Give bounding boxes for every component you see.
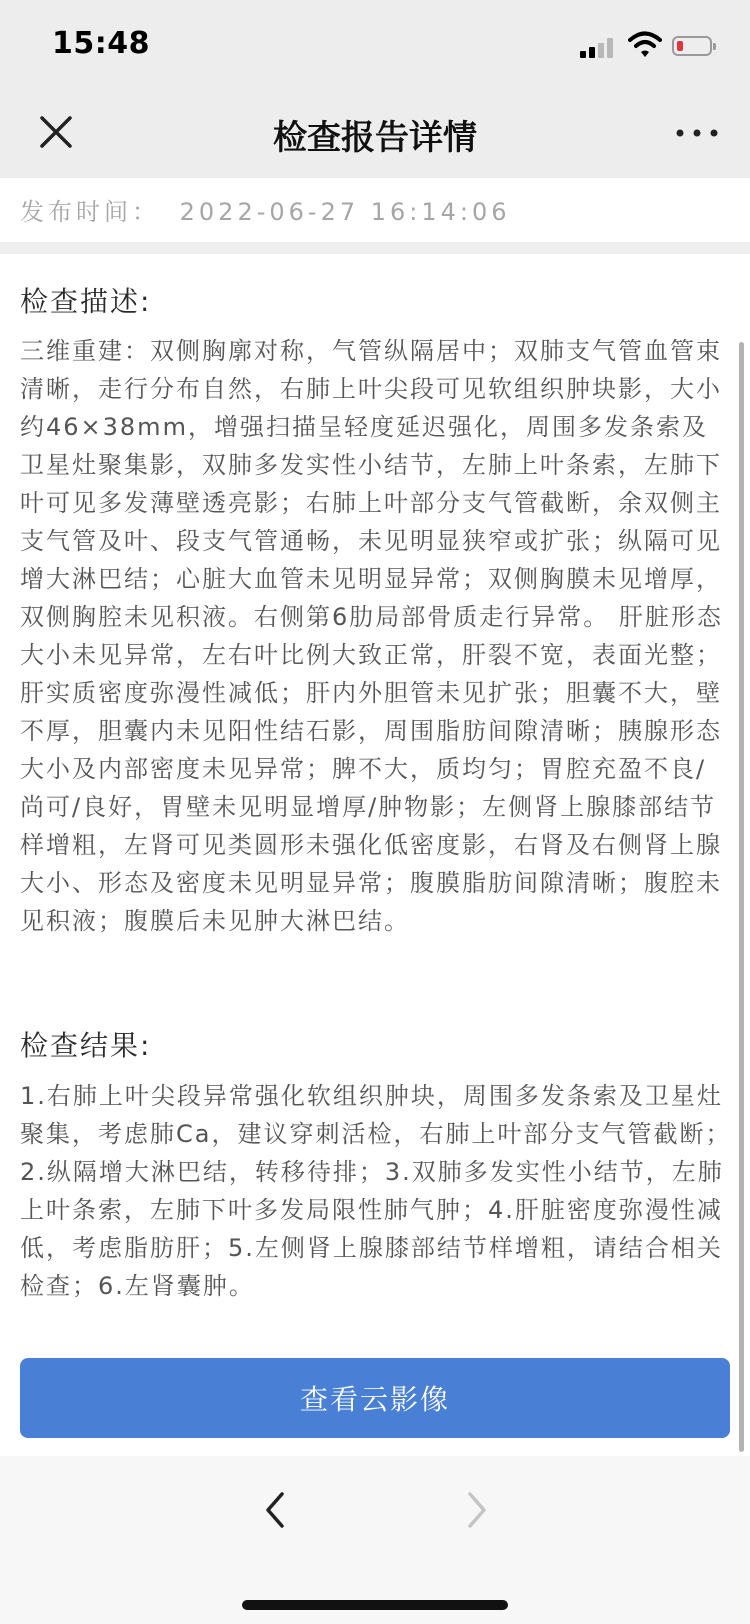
status-bar bbox=[0, 0, 750, 96]
description-text: 三维重建：双侧胸廓对称，气管纵隔居中；双肺支气管血管束清晰，走行分布自然，右肺上叶尖段可见软组织肿块影，大小约46×38mm，增强扫描呈轻度延迟强化，周围多发条索及卫星灶聚集影，双肺多发实性小结节，左肺上叶条索，左肺下叶可见多发薄壁透亮影；右肺上叶部分支气管截断，余双侧主支气管及叶、段支气管通畅，未见明显狭窄或扩张；纵隔可见增大淋巴结；心脏大血管未见明显异常；双侧胸膜未见增厚，双侧胸腔未见积液。右侧第6肋局部骨质走行异常。 肝脏形态大小未见异常，左右叶比例大致正常，肝裂不宽，表面光整；肝实质密度弥漫性减低；肝内外胆管未见扩张；胆囊不大，壁不厚，胆囊内未见阳性结石影，周围脂肪间隙清晰；胰腺形态大小及内部密度未见异常；脾不大，质均匀；胃腔充盈不良/尚可/良好，胃壁未见明显增厚/肿物影；左侧肾上腺膝部结节样增粗，左肾可见类圆形未强化低密度影，右肾及右侧肾上腺大小、形态及密度未见明显异常；腹膜脂肪间隙清晰；腹腔未见积液；腹膜后未见肿大淋巴结。 bbox=[20, 337, 723, 935]
chevron-right-icon[interactable] bbox=[458, 1488, 494, 1532]
home-indicator bbox=[242, 1600, 508, 1610]
wifi-icon bbox=[628, 30, 662, 60]
status-icons bbox=[580, 30, 720, 64]
result-heading: 检查结果: bbox=[20, 1029, 152, 1062]
view-cloud-image-button[interactable]: 查看云影像 bbox=[20, 1358, 730, 1438]
battery-icon bbox=[672, 36, 712, 56]
page-title: 检查报告详情 bbox=[273, 118, 477, 158]
status-time: 15:48 bbox=[52, 26, 150, 61]
browser-bottom-bar bbox=[0, 1456, 750, 1624]
publish-time-row bbox=[0, 178, 750, 242]
nav-bar bbox=[0, 96, 750, 178]
more-icon[interactable] bbox=[674, 118, 720, 148]
publish-time-value: 2022-06-27 16:14:06 bbox=[179, 198, 511, 226]
publish-time-label: 发布时间： bbox=[20, 198, 160, 226]
publish-time bbox=[20, 192, 511, 227]
cellular-signal-icon bbox=[580, 36, 620, 58]
chevron-left-icon[interactable] bbox=[258, 1488, 294, 1532]
section-divider bbox=[0, 242, 750, 254]
result-text: 1.右肺上叶尖段异常强化软组织肿块，周围多发条索及卫星灶聚集，考虑肺Ca，建议穿刺活检，右肺上叶部分支气管截断；2.纵隔增大淋巴结，转移待排；3.双肺多发实性小结节，左肺上叶条索，左肺下叶多发局限性肺气肿；4.肝脏密度弥漫性减低，考虑脂肪肝；5.左侧肾上腺膝部结节样增粗，请结合相关检查；6.左肾囊肿。 bbox=[20, 1082, 732, 1300]
scrollbar[interactable] bbox=[739, 342, 744, 1452]
description-heading: 检查描述: bbox=[20, 285, 152, 318]
